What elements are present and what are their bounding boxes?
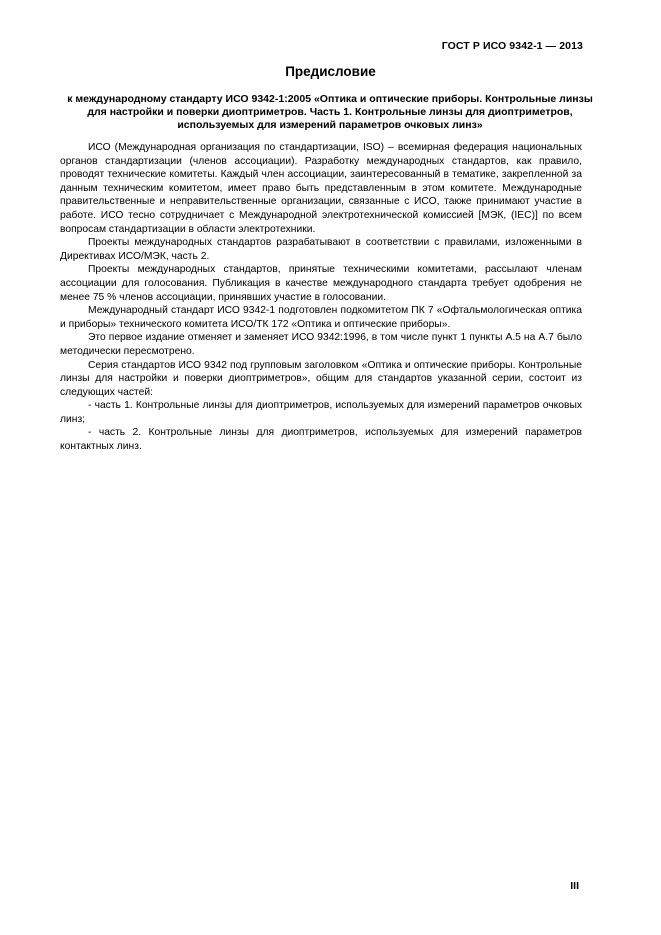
document-subtitle: к международному стандарту ИСО 9342-1:2005 «Оптика и оптические приборы. Контрольные линзы для настройки и поверки диоптриметров. Часть 1. Контрольные линзы для диоптриметров, используемых для измерений параметров очковых линз» xyxy=(67,93,593,132)
paragraph: Международный стандарт ИСО 9342-1 подготовлен подкомитетом ПК 7 «Офтальмологическая оптика и приборы» технического комитета ИСО/ТК 172 «Оптика и оптические приборы». xyxy=(60,305,582,330)
body-text xyxy=(60,141,582,454)
page-number: III xyxy=(570,880,579,892)
page-title: Предисловие xyxy=(285,64,376,79)
paragraph: Это первое издание отменяет и заменяет ИСО 9342:1996, в том числе пункт 1 пункты А.5 на А.7 было методически пересмотрено. xyxy=(60,332,582,357)
standard-code-header: ГОСТ Р ИСО 9342-1 — 2013 xyxy=(441,40,583,52)
list-item: - часть 2. Контрольные линзы для диоптриметров, используемых для измерений параметров контактных линз. xyxy=(60,427,582,453)
paragraph: Проекты международных стандартов, принятые техническими комитетами, рассылают членам ассоциации для голосования. Публикация в качестве международного стандарта требует одобрения не менее 75 % членов ассоциации, принявших участие в голосовании. xyxy=(60,264,582,303)
paragraph: Проекты международных стандартов разрабатывают в соответствии с правилами, изложенными в Директивах ИСО/МЭК, часть 2. xyxy=(60,237,582,262)
list-item: - часть 1. Контрольные линзы для диоптриметров, используемых для измерений параметров очковых линз; xyxy=(60,400,582,425)
paragraph: Серия стандартов ИСО 9342 под групповым заголовком «Оптика и оптические приборы. Контрольные линзы для настройки и поверки диоптриметров», общим для стандартов указанной серии, состоит из следующих частей: xyxy=(60,359,582,398)
paragraph: ИСО (Международная организация по стандартизации, ISO) – всемирная федерация национальных органов стандартизации (членов ассоциации). Разработку международных стандартов, как правило, проводят технические комитеты. Каждый член ассоциации, заинтересованный в тематике, закрепленной за данным техническим комитетом, имеет право быть представленным в этом комитете. Международные правительственные и неправительственные организации, связанные с ИСО, также принимают участие в работе. ИСО тесно сотрудничает с Международной электротехнической комиссией [МЭК, (IEC)] по всем вопросам стандартизации в области электротехники. xyxy=(60,142,582,235)
